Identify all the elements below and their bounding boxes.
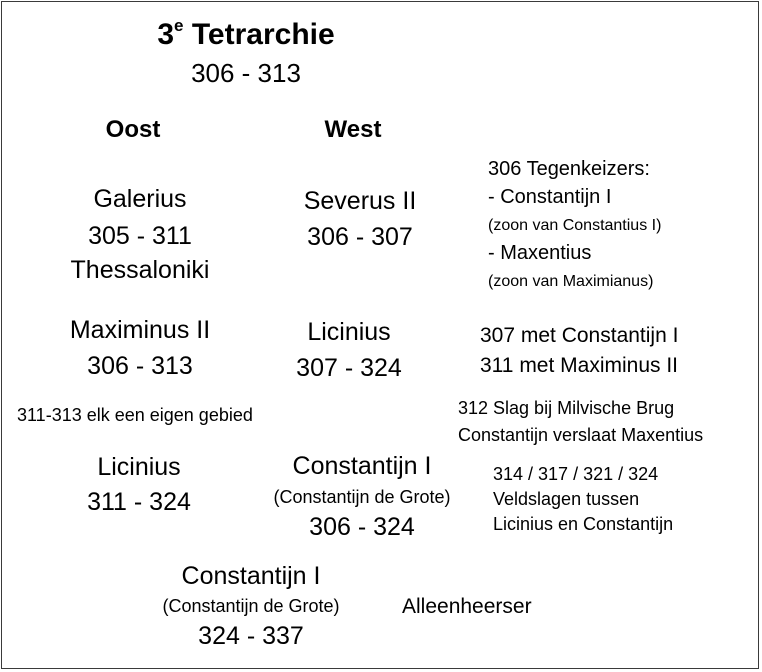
note-311-313: 311-313 elk een eigen gebied xyxy=(17,405,253,425)
battles-line-2: Veldslagen tussen xyxy=(493,489,640,509)
battle-line-1: 312 Slag bij Milvische Brug xyxy=(458,398,675,418)
title-years: 306 - 313 xyxy=(191,58,301,88)
alliance-2: 311 met Maximinus II xyxy=(480,354,679,377)
west-licinius-name: Licinius xyxy=(307,318,391,346)
maximinus-years: 306 - 313 xyxy=(87,352,193,380)
title-suffix: e xyxy=(174,16,184,35)
west-constantine-epithet: (Constantijn de Grote) xyxy=(273,487,451,507)
west-constantine-name: Constantijn I xyxy=(292,452,432,480)
sole-epithet: (Constantijn de Grote) xyxy=(162,596,340,616)
galerius-name: Galerius xyxy=(93,185,187,213)
usurper-2-sub: (zoon van Maximianus) xyxy=(488,273,654,290)
usurper-1-sub: (zoon van Constantius I) xyxy=(488,217,662,234)
header-west: West xyxy=(324,116,382,143)
east-licinius-name: Licinius xyxy=(97,453,181,481)
usurper-2: - Maxentius xyxy=(488,242,592,264)
sole-name: Constantijn I xyxy=(181,562,321,590)
galerius-place: Thessaloniki xyxy=(70,256,210,284)
usurpers-heading: 306 Tegenkeizers: xyxy=(488,158,650,180)
battles-line-3: Licinius en Constantijn xyxy=(493,514,674,534)
alliance-1: 307 met Constantijn I xyxy=(480,324,679,347)
east-licinius-years: 311 - 324 xyxy=(87,488,191,516)
title-word: Tetrarchie xyxy=(191,18,335,51)
header-east: Oost xyxy=(105,116,161,143)
battles-line-1: 314 / 317 / 321 / 324 xyxy=(493,464,659,484)
title-ordinal: 3 xyxy=(157,18,175,51)
west-licinius-years: 307 - 324 xyxy=(296,354,402,382)
battle-line-2: Constantijn verslaat Maxentius xyxy=(458,425,704,445)
sole-role: Alleenheerser xyxy=(402,595,532,618)
title xyxy=(157,17,334,50)
maximinus-name: Maximinus II xyxy=(69,316,211,344)
galerius-years: 305 - 311 xyxy=(88,222,192,250)
usurper-1: - Constantijn I xyxy=(488,186,612,208)
sole-years: 324 - 337 xyxy=(198,622,304,650)
severus-years: 306 - 307 xyxy=(307,223,413,251)
west-constantine-years: 306 - 324 xyxy=(309,513,415,541)
severus-name: Severus II xyxy=(303,187,417,215)
